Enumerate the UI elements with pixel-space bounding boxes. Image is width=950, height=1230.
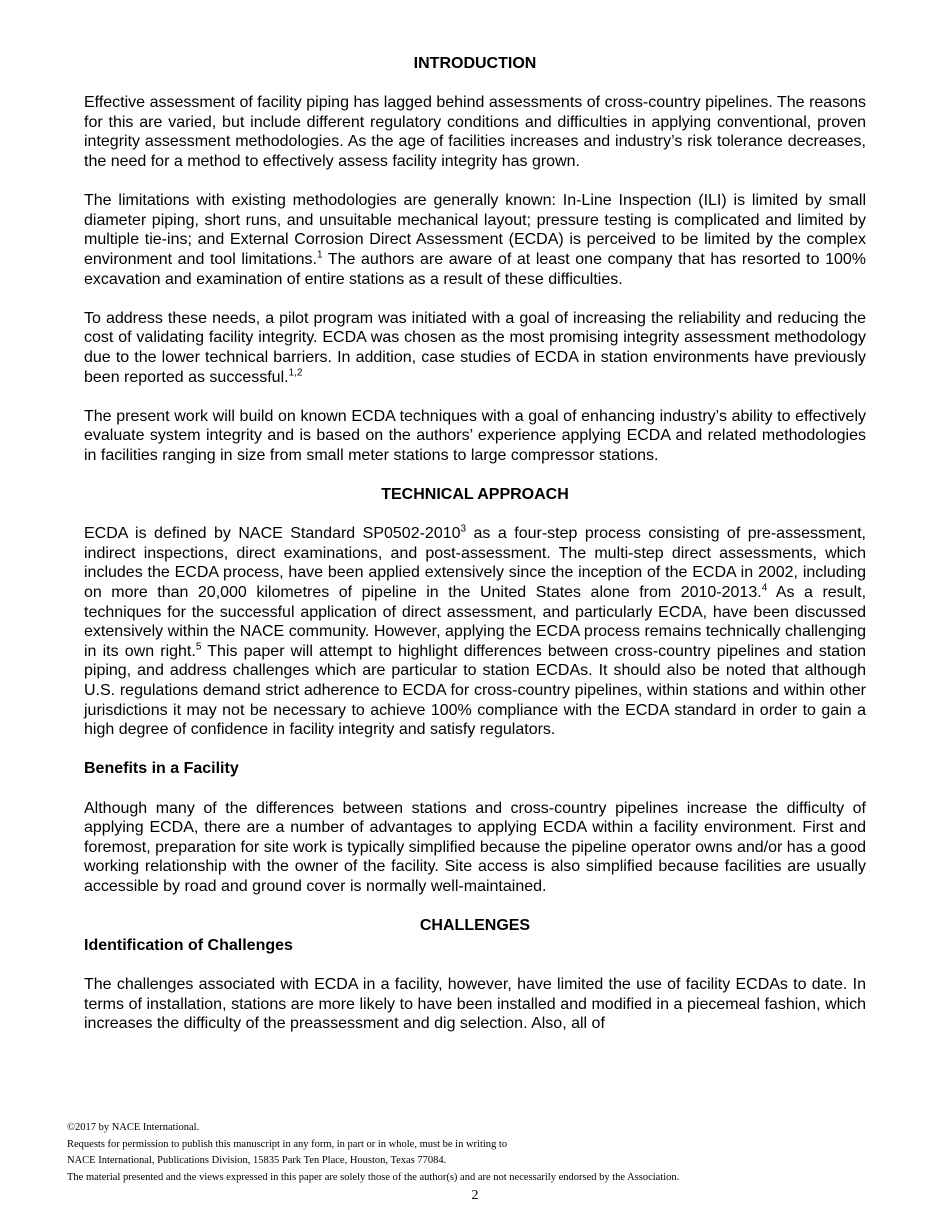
challenges-paragraph: The challenges associated with ECDA in a facility, however, have limited the use of facility ECDAs to date. In terms of installation, stations are more likely to have been installed and modified in a piecemeal fashion, which increases the difficulty of the preassessment and dig selection. Also, all of — [84, 975, 866, 1033]
footer-disclaimer: The material presented and the views expressed in this paper are solely those of the author(s) and are not necessarily endorsed by the Association. — [67, 1171, 680, 1183]
introduction-paragraph-4: The present work will build on known ECDA techniques with a goal of enhancing industry’s ability to effectively evaluate system integrity and is based on the authors’ experience applying ECDA and related methodologies in facilities ranging in size from small meter stations to large compressor stations. — [84, 407, 866, 464]
footer-permission: Requests for permission to publish this manuscript in any form, in part or in whole, must be in writing to — [67, 1138, 508, 1150]
technical-approach-paragraph: ECDA is defined by NACE Standard SP0502-2010$^3$ as a four-step process consisting of pre-assessment, indirect inspections, direct examinations, and post-assessment. The multi-step direct assessments, which includes the ECDA process, have been applied extensively since the inception of the ECDA in 2002, including on more than 20,000 kilometres of pipeline in the United States alone from 2010-2013.$^4$ As a result, techniques for the successful application of direct assessment, and particularly ECDA, have been discussed extensively within the NACE community. However, applying the ECDA process remains technically challenging in its own right.$^5$ This paper will attempt to highlight differences between cross-country pipelines and station piping, and address challenges which are particular to station ECDAs. It should also be noted that although U.S. regulations demand strict adherence to ECDA for cross-country pipelines, within stations and within other jurisdictions it may not be necessary to achieve 100% compliance with the ECDA standard in order to gain a high degree of confidence in facility integrity and satisfy regulators. — [84, 523, 867, 739]
citation-ref: 1 — [316, 249, 323, 261]
citation-ref: 5 — [195, 641, 202, 653]
citation-ref: 3 — [460, 523, 467, 535]
citation-ref: 1,2 — [288, 367, 303, 379]
copyright-footer — [67, 1120, 887, 1186]
technical-approach-heading: TECHNICAL APPROACH — [381, 486, 569, 504]
introduction-heading: INTRODUCTION — [413, 55, 537, 72]
introduction-paragraph-2: The limitations with existing methodologies are generally known: In-Line Inspection (ILI) is limited by small diameter piping, short runs, and unsuitable mechanical layout; pressure testing is complicated and limited by multiple tie-ins; and External Corrosion Direct Assessment (ECDA) is perceived to be limited by the complex environment and tool limitations.$^1$ The authors are aware of at least one company that has resorted to 100% excavation and examination of entire stations as a result of these difficulties. — [84, 192, 867, 288]
citation-ref: 4 — [761, 582, 768, 594]
footer-address: NACE International, Publications Division, 15835 Park Ten Place, Houston, Texas 77084. — [67, 1155, 447, 1166]
challenges-heading: CHALLENGES — [419, 917, 531, 935]
page-number: 2 — [471, 1188, 479, 1203]
paper-body — [84, 54, 866, 1034]
introduction-paragraph-3: To address these needs, a pilot program was initiated with a goal of increasing the reliability and reducing the cost of validating facility integrity. ECDA was chosen as the most promising integrity assessment methodology due to the lower technical barriers. In addition, case studies of ECDA in station environments have previously been reported as successful.$^{1,2}$ — [84, 309, 866, 386]
identification-of-challenges-heading: Identification of Challenges — [84, 936, 293, 954]
benefits-heading: Benefits in a Facility — [84, 760, 239, 778]
introduction-paragraph-1: Effective assessment of facility piping has lagged behind assessments of cross-country pipelines. The reasons for this are varied, but include different regulatory conditions and difficulties in applying conventional, proven integrity assessment methodologies. As the age of facilities increases and industry’s risk tolerance decreases, the need for a method to effectively assess facility integrity has grown. — [84, 94, 866, 170]
benefits-paragraph: Although many of the differences between stations and cross-country pipelines increase the difficulty of applying ECDA, there are a number of advantages to applying ECDA within a facility environment. First and foremost, preparation for site work is typically simplified because the pipeline operator owns and/or has a good working relationship with the owner of the facility. Site access is also simplified because facilities are usually accessible by road and ground cover is normally well-maintained. — [84, 799, 866, 895]
footer-copyright: ©2017 by NACE International. — [67, 1122, 200, 1133]
